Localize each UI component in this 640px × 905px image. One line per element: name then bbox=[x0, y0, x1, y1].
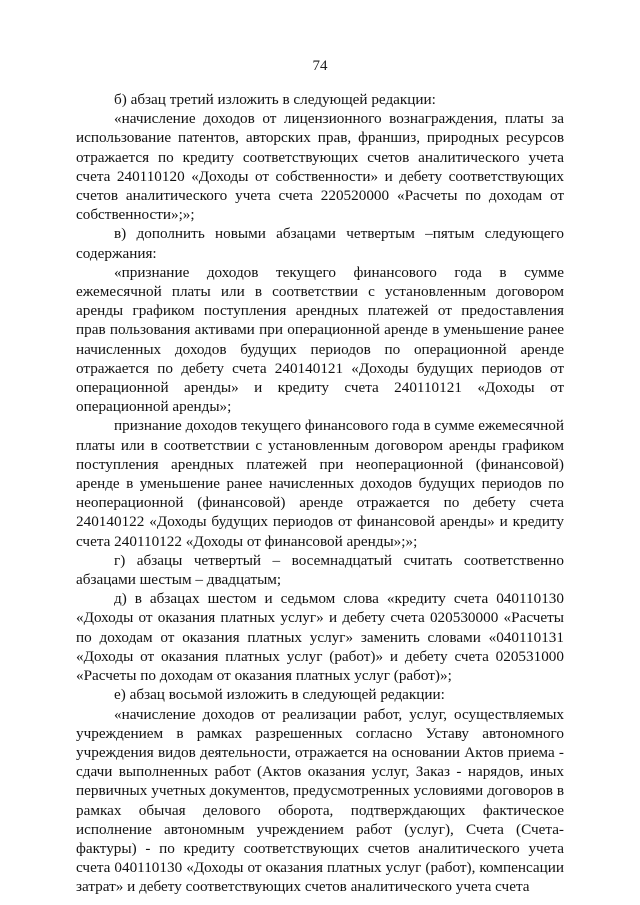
paragraph-finance-lease: признание доходов текущего финансового года в сумме ежемесячной платы или в соответствии с установленным договором аренды графиком поступления арендных платежей при неоперационной (финансовой) аренде в уменьшение ранее начисленных доходов будущих периодов по неоперационной (финансовой) аренде отражается по дебету счета 240140122 «Доходы будущих периодов от финансовой аренды» и кредиту счета 240110122 «Доходы от финансовой аренды»;»; bbox=[76, 417, 564, 550]
paragraph-works-services-income: «начисление доходов от реализации работ, услуг, осуществляемых учреждением в рамках разрешенных согласно Уставу автономного учреждения видов деятельности, отражается на основании Актов приема - сдачи выполненных работ (Актов оказания услуг, Заказ - нарядов, иных первичных учетных документов, предусмотренных условиями договоров в рамках обычая делового оборота, подтверждающих фактическое исполнение автономным учреждением работ (услуг), Счета (Счета-фактуры) - по кредиту соответствующих счетов аналитического учета счета 040110130 «Доходы от оказания платных услуг (работ), компенсации затрат» и дебету соответствующих счетов аналитического учета счета bbox=[76, 705, 564, 896]
paragraph-e: е) абзац восьмой изложить в следующей редакции: bbox=[114, 686, 445, 704]
paragraph-v: в) дополнить новыми абзацами четвертым –пятым следующего содержания: bbox=[76, 225, 564, 262]
document-body bbox=[76, 90, 564, 897]
paragraph-b: б) абзац третий изложить в следующей редакции: bbox=[114, 91, 436, 108]
paragraph-operating-lease: «признание доходов текущего финансового года в сумме ежемесячной платы или в соответствии с установленным договором аренды графиком поступления арендных платежей от предоставления прав пользования активами при операционной аренде в уменьшение ранее начисленных доходов будущих периодов по операционной аренде отражается по дебету счета 240140121 «Доходы будущих периодов от операционной аренды» и кредиту счета 240110121 «Доходы от операционной аренды»; bbox=[76, 263, 564, 416]
paragraph-d: д) в абзацах шестом и седьмом слова «кредиту счета 040110130 «Доходы от оказания платных услуг» и дебету счета 020530000 «Расчеты по доходам от оказания платных услуг» заменить словами «040110131 «Доходы от оказания платных услуг (работ)» и дебету счета 020531000 «Расчеты по доходам от оказания платных услуг (работ)»; bbox=[76, 590, 564, 685]
paragraph-g: г) абзацы четвертый – восемнадцатый считать соответственно абзацами шестым – двадцатым; bbox=[76, 551, 564, 589]
page-number: 74 bbox=[312, 58, 328, 74]
paragraph-licensing-income: «начисление доходов от лицензионного вознаграждения, платы за использование патентов, авторских прав, франшиз, природных ресурсов отражается по кредиту соответствующих счетов аналитического учета счета 240110120 «Доходы от собственности» и дебету соответствующих счетов аналитического учета счета 220520000 «Расчеты по доходам от собственности»;»; bbox=[76, 110, 564, 224]
